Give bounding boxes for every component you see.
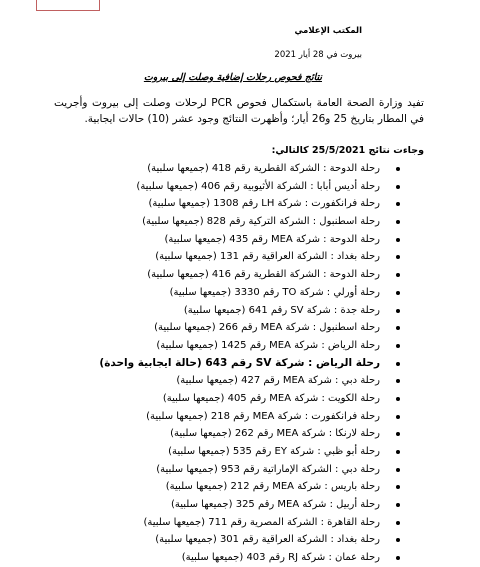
intro-paragraph: تفيد وزارة الصحة العامة باستكمال فحوص PCR لرحلات وصلت إلى بيروت وأجريت في المطار بتاريخ 25 و26 أيار؛ وأظهرت النتائج وجود عشر (10) حالات ايجابية. [54,97,424,125]
flight-result-item: رحلة أربيل : شركة MEA رقم 325 (جميعها سلبية) [99,496,400,514]
flight-result-item: رحلة بغداد : الشركة العراقية رقم 301 (جميعها سلبية) [99,531,400,549]
flight-result-item: رحلة الرياض : شركة SV رقم 643 (حالة ايجابية واحدة) [99,355,400,373]
flight-result-item: رحلة اسطنبول : الشركة التركية رقم 828 (جميعها سلبية) [99,213,400,231]
flight-result-item: رحلة جدة : شركة SV رقم 641 (جميعها سلبية) [99,302,400,320]
flight-result-item: رحلة لارنكا : شركة MEA رقم 262 (جميعها سلبية) [99,425,400,443]
flight-result-item: رحلة دبي : الشركة الإماراتية رقم 953 (جميعها سلبية) [99,461,400,479]
flight-result-item: رحلة اسطنبول : شركة MEA رقم 266 (جميعها سلبية) [99,319,400,337]
flight-result-item: رحلة القاهرة : الشركة المصرية رقم 711 (جميعها سلبية) [99,514,400,532]
flight-result-item: رحلة الدوحة : شركة MEA رقم 435 (جميعها سلبية) [99,231,400,249]
results-heading: وجاءت نتائج 25/5/2021 كالتالي: [271,145,424,156]
flight-result-item: رحلة عمان : شركة RJ رقم 403 (جميعها سلبية) [99,549,400,567]
flight-result-item: رحلة أديس أبابا : الشركة الأثيوبية رقم 406 (جميعها سلبية) [99,178,400,196]
document-title: نتائج فحوص رحلات إضافية وصلت إلى بيروت [143,72,322,83]
flight-result-item: رحلة الكويت : شركة MEA رقم 405 (جميعها سلبية) [99,390,400,408]
flight-result-item: رحلة أبو ظبي : شركة EY رقم 535 (جميعها سلبية) [99,443,400,461]
flight-result-item: رحلة دبي : شركة MEA رقم 427 (جميعها سلبية) [99,372,400,390]
flight-result-item: رحلة فرانكفورت : شركة MEA رقم 218 (جميعها سلبية) [99,408,400,426]
flight-results-list [99,160,400,567]
office-name: المكتب الإعلامي [294,26,362,36]
flight-result-item: رحلة بغداد : الشركة العراقية رقم 131 (جميعها سلبية) [99,248,400,266]
header-logo-box [36,0,100,11]
flight-result-item: رحلة الدوحة : الشركة القطرية رقم 416 (جميعها سلبية) [99,266,400,284]
flight-result-item: رحلة أورلي : شركة TO رقم 3330 (جميعها سلبية) [99,284,400,302]
flight-result-item: رحلة باريس : شركة MEA رقم 212 (جميعها سلبية) [99,478,400,496]
document-date: بيروت في 28 أيار 2021 [274,50,362,60]
flight-result-item: رحلة الدوحة : الشركة القطرية رقم 418 (جميعها سلبية) [99,160,400,178]
flight-result-item: رحلة فرانكفورت : شركة LH رقم 1308 (جميعها سلبية) [99,195,400,213]
flight-result-item: رحلة الرياض : شركة MEA رقم 1425 (جميعها سلبية) [99,337,400,355]
